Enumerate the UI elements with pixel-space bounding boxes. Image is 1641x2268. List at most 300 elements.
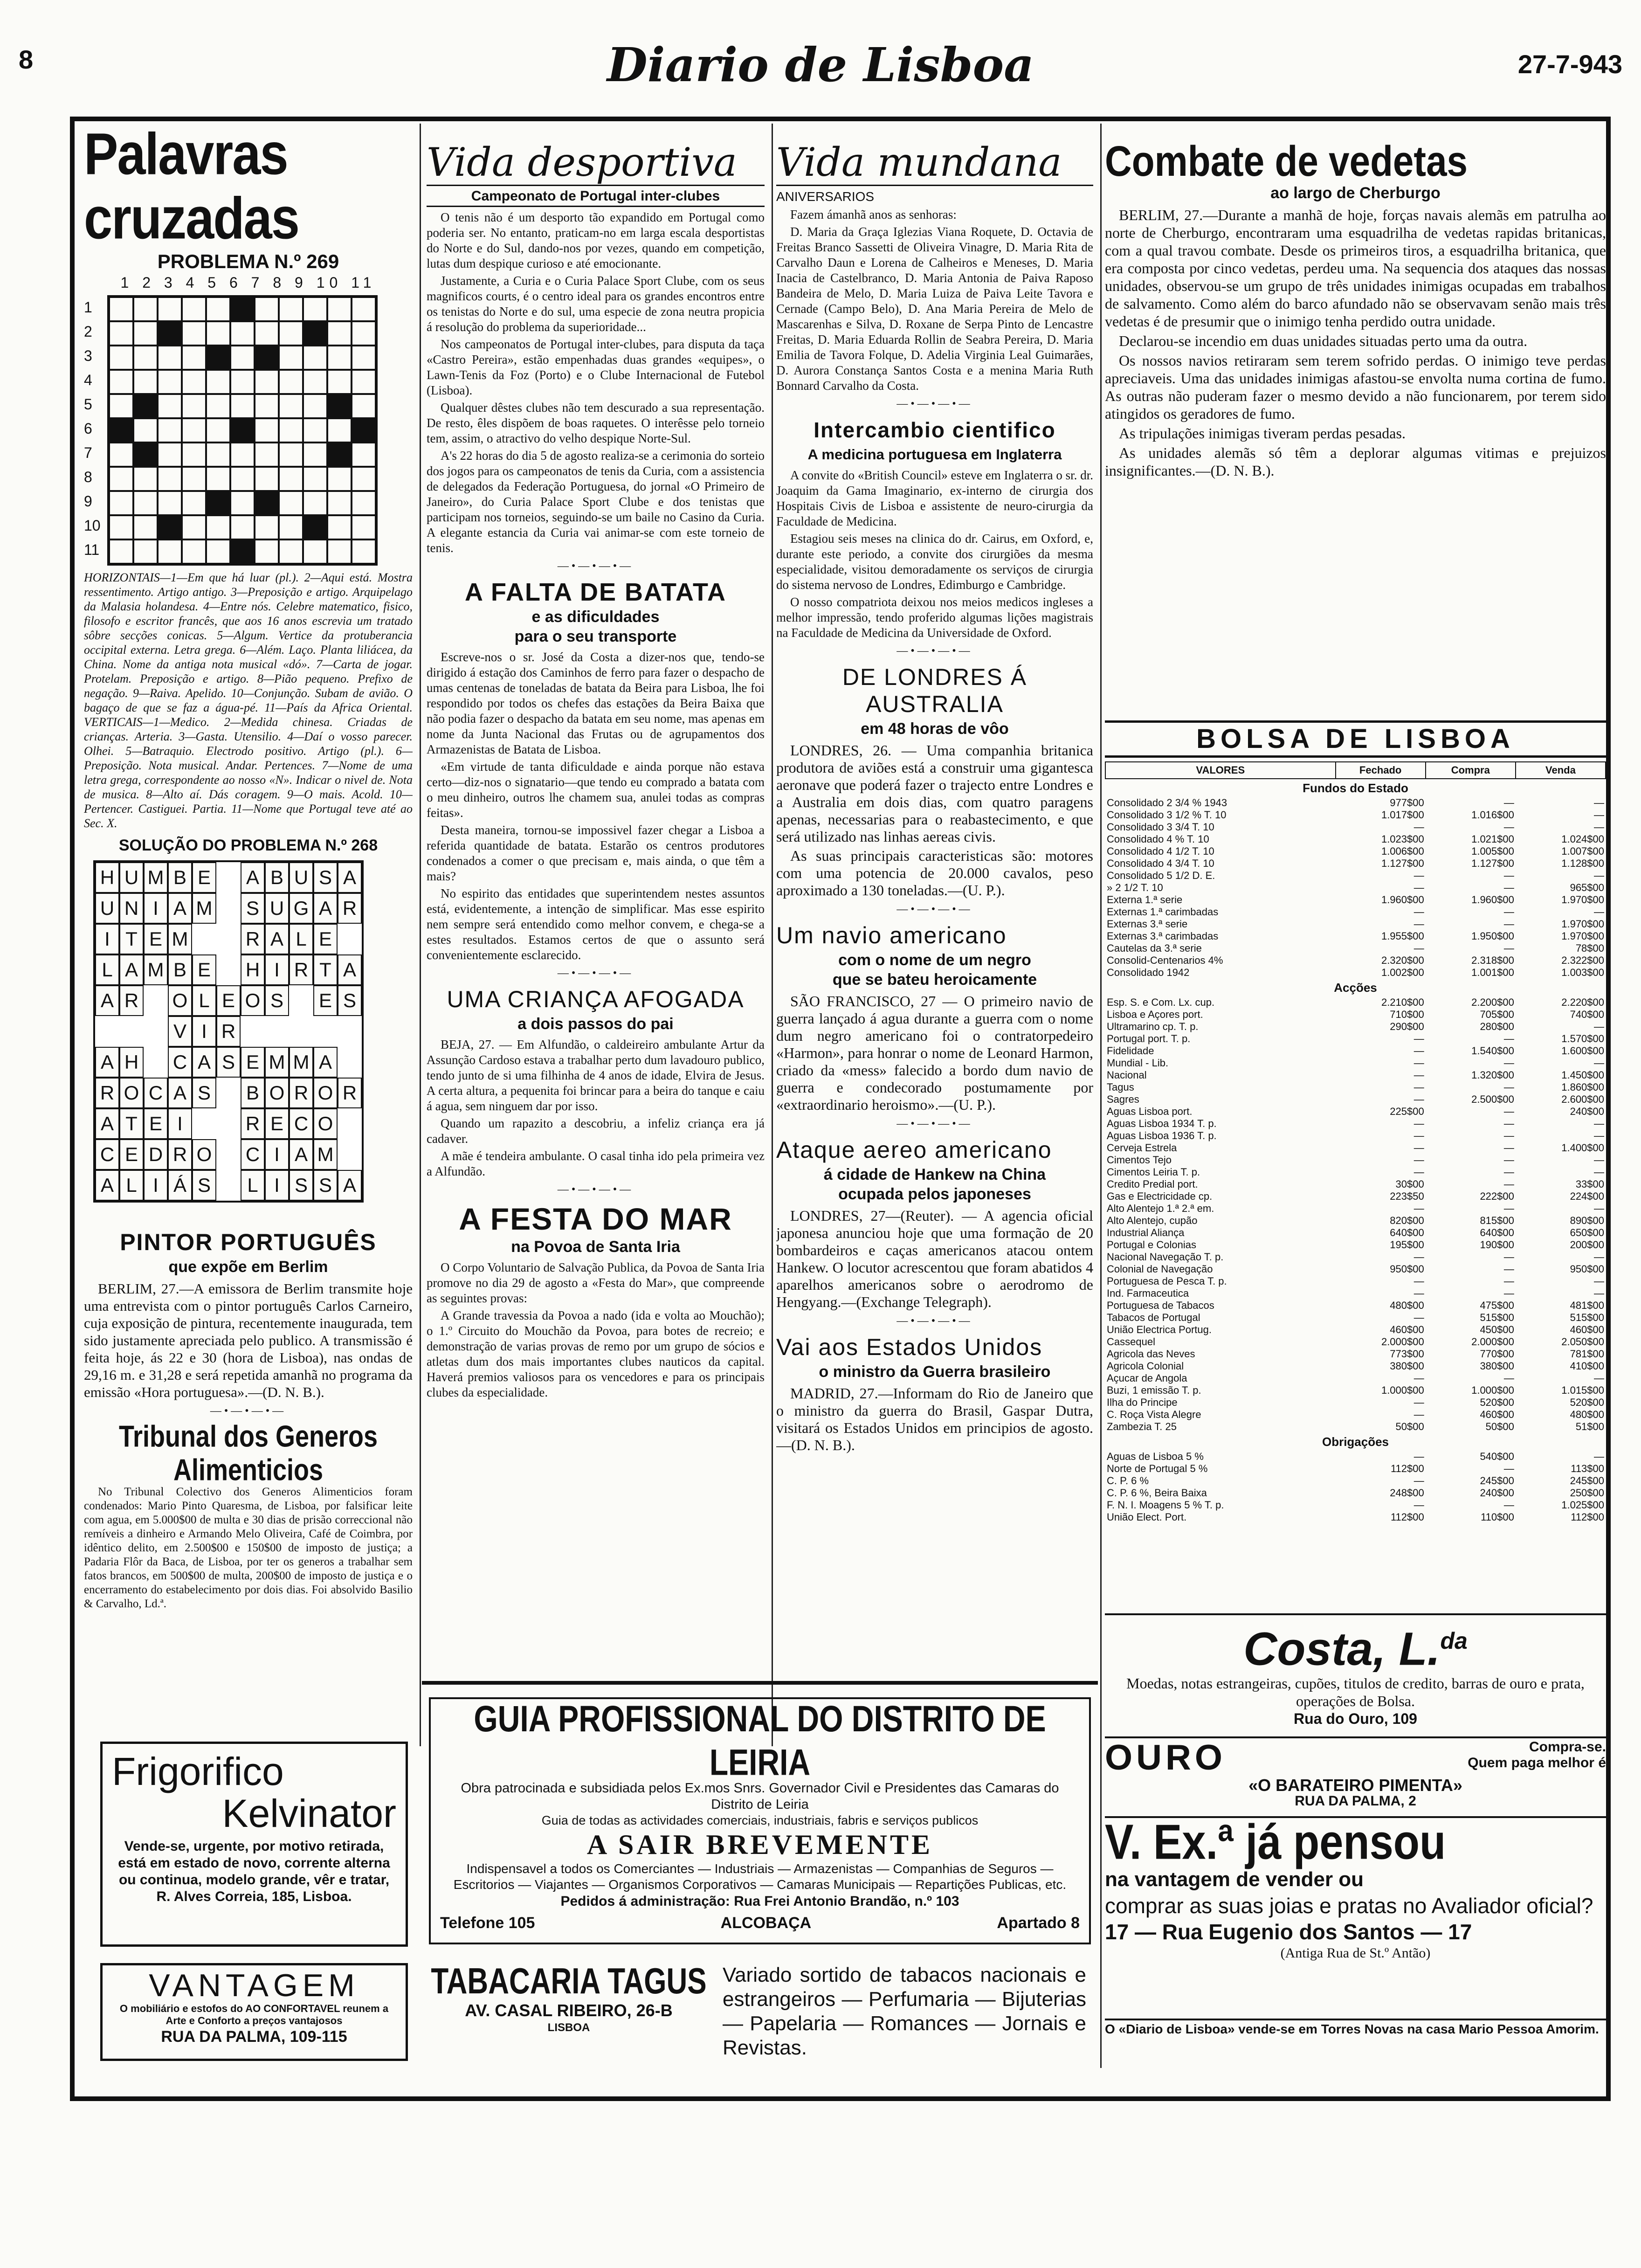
crossword-cell[interactable] [255, 394, 279, 418]
crossword-cell[interactable] [352, 394, 376, 418]
crossword-cell[interactable] [255, 346, 279, 370]
bolsa-row [1105, 809, 1606, 821]
bolsa-security: Açucar de Angola [1107, 1372, 1187, 1384]
bolsa-price: — [1413, 1069, 1424, 1081]
bolsa-security: Tabacos de Portugal [1107, 1312, 1200, 1323]
crossword-cell[interactable] [327, 491, 352, 515]
solution-cell: G [289, 893, 313, 924]
solution-cell: A [95, 985, 119, 1016]
solution-cell [289, 1016, 313, 1047]
solution-cell [216, 924, 241, 954]
bolsa-row [1105, 821, 1606, 833]
solution-cell: H [241, 954, 265, 985]
bolsa-row [1105, 1372, 1606, 1384]
bolsa-security: Consolidado 4 1/2 T. 10 [1107, 845, 1214, 857]
bolsa-price: 2.322$00 [1561, 954, 1604, 966]
crossword-cell[interactable] [303, 297, 327, 321]
bolsa-security: Cerveja Estrela [1107, 1142, 1177, 1154]
solution-cell: I [192, 1016, 216, 1047]
row-number: 8 [84, 469, 92, 485]
crossword-cell[interactable] [230, 370, 255, 394]
bolsa-price: — [1503, 1463, 1514, 1474]
bolsa-row [1105, 797, 1606, 809]
bolsa-row [1105, 918, 1606, 930]
paragraph: BERLIM, 27.—Durante a manhã de hoje, forças navais alemãs em patrulha ao norte de Cherburgo, encontraram uma esquadrilha de vedetas rapidas britanicas, com a qual travou combate. Desde os primeiros tiros, a esquadrilha britanica, que era composta por cinco vedetas, perdeu uma. Na sequencia dos ataques das nossas unidades, observou-se um grupo de três unidades inimigas ocupadas em trabalhos de salvamento. Como além do barco afundado não se observavam senão mais três vedetas é de presumir que o inimigo tenha perdido outra unidade. [1105, 207, 1606, 330]
ad-guia-footer [440, 1913, 1080, 1933]
crossword-cell[interactable] [352, 346, 376, 370]
mundana-a4-sub1: com o nome de um negro [838, 951, 1031, 969]
bolsa-row [1105, 1263, 1606, 1275]
mundana-a6-head: Vai aos Estados Unidos [776, 1334, 1043, 1360]
solution-cell: L [119, 1170, 144, 1201]
bolsa-price: 1.960$00 [1381, 894, 1424, 906]
bolsa-price: — [1413, 942, 1424, 954]
crossword-cell[interactable] [230, 467, 255, 491]
solution-cell: M [192, 893, 216, 924]
bolsa-security: Cimentos Tejo [1107, 1154, 1172, 1166]
bolsa-price: — [1594, 1203, 1604, 1214]
crossword-cell[interactable] [352, 370, 376, 394]
crossword-cell[interactable] [206, 370, 230, 394]
crossword-cell[interactable] [109, 539, 133, 564]
solution-cell: L [95, 954, 119, 985]
solution-cell: S [265, 985, 289, 1016]
row-number: 1 [84, 299, 92, 316]
bolsa-security: Externas 3.ª serie [1107, 918, 1188, 930]
solution-cell: A [95, 1108, 119, 1139]
crossword-cell[interactable] [279, 346, 303, 370]
paragraph: Os nossos navios retiraram sem terem sofrido perdas. O inimigo teve perdas apreciaveis. Uma das unidades inimigas afastou-se envolta numa cortina de fumo. As outras não puderam fazer o mesmo devido a não funcionarem, por terem sido atingidos os geradores de fumo. [1105, 352, 1606, 422]
crossword-cell[interactable] [255, 467, 279, 491]
bolsa-price: — [1503, 797, 1514, 809]
mundana-a2-sub: A medicina portuguesa em Inglaterra [807, 446, 1062, 463]
crossword-cell[interactable] [255, 443, 279, 467]
ad-ouro-line: Compra-se. [1529, 1739, 1606, 1755]
crossword-col-numbers: 1 2 3 4 5 6 7 8 9 10 11 [120, 274, 376, 291]
bolsa-row [1105, 1300, 1606, 1312]
solution-cell: B [241, 1078, 265, 1108]
crossword-cell[interactable] [206, 539, 230, 564]
crossword-cell[interactable] [182, 394, 206, 418]
bolsa-price: — [1594, 1130, 1604, 1141]
bolsa-price: 1.003$00 [1561, 967, 1604, 978]
bolsa-price: — [1594, 821, 1604, 833]
crossword-cell[interactable] [279, 370, 303, 394]
crossword-cell[interactable] [230, 297, 255, 321]
bolsa-price: — [1503, 882, 1514, 893]
bolsa-price: — [1413, 1203, 1424, 1214]
solution-cell: A [338, 954, 362, 985]
bolsa-price: — [1503, 1033, 1514, 1044]
bolsa-security: Externas 1.ª carimbadas [1107, 906, 1219, 918]
issue-date: 27-7-943 [1517, 49, 1622, 79]
solution-cell: O [168, 985, 192, 1016]
bolsa-security: Portuguesa de Tabacos [1107, 1300, 1214, 1311]
crossword-cell[interactable] [158, 297, 182, 321]
crossword-cell[interactable] [279, 443, 303, 467]
crossword-cell[interactable] [133, 370, 158, 394]
crossword-cell[interactable] [230, 491, 255, 515]
crossword-cell[interactable] [133, 297, 158, 321]
solution-cell [265, 1016, 289, 1047]
crossword-cell[interactable] [327, 321, 352, 346]
bolsa-security: Ultramarino cp. T. p. [1107, 1021, 1199, 1032]
bolsa-row [1105, 1106, 1606, 1118]
bolsa-row [1105, 1421, 1606, 1433]
bolsa-price: — [1413, 1118, 1424, 1129]
crossword-cell[interactable] [303, 467, 327, 491]
crossword-cell[interactable] [279, 467, 303, 491]
bolsa-price: 50$00 [1485, 1421, 1514, 1432]
bolsa-price: — [1413, 1154, 1424, 1166]
crossword-cell[interactable] [279, 394, 303, 418]
bolsa-row [1105, 1081, 1606, 1093]
masthead-title: Diario de Lisboa [607, 37, 1034, 92]
crossword-cell[interactable] [182, 539, 206, 564]
bolsa-price: 640$00 [1480, 1227, 1514, 1238]
solution-cell: U [289, 862, 313, 893]
crossword-cell[interactable] [255, 515, 279, 539]
bolsa-price: 2.000$00 [1381, 1336, 1424, 1348]
solution-cell: I [265, 1170, 289, 1201]
solution-cell: L [241, 1170, 265, 1201]
bolsa-price: — [1594, 870, 1604, 881]
crossword-cell[interactable] [303, 418, 327, 443]
crossword-cell[interactable] [255, 418, 279, 443]
bolsa-row [1105, 1227, 1606, 1239]
crossword-cell[interactable] [158, 418, 182, 443]
bolsa-price: — [1413, 1451, 1424, 1462]
bolsa-security: Consolidado 2 3/4 % 1943 [1107, 797, 1227, 809]
crossword-cell[interactable] [133, 515, 158, 539]
solution-cell: A [241, 862, 265, 893]
bolsa-price: 1.320$00 [1471, 1069, 1514, 1081]
crossword-grid[interactable] [107, 295, 378, 566]
bolsa-security: Ilha do Principe [1107, 1397, 1178, 1408]
crossword-cell[interactable] [206, 346, 230, 370]
bolsa-price: — [1503, 1118, 1514, 1129]
crossword-cell[interactable] [230, 321, 255, 346]
bolsa-security: Externa 1.ª serie [1107, 894, 1183, 906]
crossword-cell[interactable] [352, 297, 376, 321]
bolsa-security: Alto Alentejo 1.ª 2.ª em. [1107, 1203, 1214, 1214]
crossword-cell[interactable] [206, 515, 230, 539]
solution-cell: A [313, 1047, 338, 1078]
paragraph: LONDRES, 27—(Reuter). — A agencia oficial japonesa anunciou hoje que uma formação de 20 bombardeiros e caças americanos atacou ontem Hankew. O locutor acrescentou que foram abatidos 4 aparelhos americanos sobre o aerodromo de Hengyang.—(Exchange Telegraph). [776, 1207, 1093, 1310]
crossword-cell[interactable] [255, 321, 279, 346]
crossword-cell[interactable] [279, 539, 303, 564]
row-number: 3 [84, 347, 92, 364]
col-header: VALORES [1105, 762, 1336, 779]
solution-cell [216, 954, 241, 985]
crossword-cell[interactable] [230, 539, 255, 564]
crossword-cell[interactable] [303, 394, 327, 418]
bolsa-price: 1.000$00 [1471, 1384, 1514, 1396]
bolsa-price: — [1594, 1275, 1604, 1287]
crossword-cell[interactable] [303, 491, 327, 515]
crossword-cell[interactable] [158, 515, 182, 539]
row-number: 7 [84, 444, 92, 461]
bolsa-row [1105, 1130, 1606, 1142]
solution-cell [144, 985, 168, 1016]
crossword-cell[interactable] [109, 321, 133, 346]
desporto-section-title: Vida desportiva [427, 140, 765, 186]
bolsa-row [1105, 1511, 1606, 1523]
ad-tabacaria-tagus [429, 1963, 1091, 2061]
crossword-cell[interactable] [255, 370, 279, 394]
bolsa-price: — [1413, 1275, 1424, 1287]
crossword-cell[interactable] [303, 346, 327, 370]
crossword-cell[interactable] [255, 297, 279, 321]
bolsa-row [1105, 1190, 1606, 1203]
ad-vex-note: (Antiga Rua de St.º Antão) [1280, 1945, 1431, 1961]
crossword-cell[interactable] [158, 539, 182, 564]
crossword-cell[interactable] [327, 418, 352, 443]
crossword-cell[interactable] [352, 515, 376, 539]
bolsa-row [1105, 1324, 1606, 1336]
crossword-cell[interactable] [303, 321, 327, 346]
bolsa-price: — [1594, 906, 1604, 918]
solution-cell: B [168, 862, 192, 893]
crossword-cell[interactable] [303, 515, 327, 539]
crossword-cell[interactable] [109, 346, 133, 370]
bolsa-price: — [1413, 1093, 1424, 1105]
crossword-cell[interactable] [158, 443, 182, 467]
crossword-cell[interactable] [182, 467, 206, 491]
bolsa-price: 1.400$00 [1561, 1142, 1604, 1154]
desporto-a4-sub: na Povoa de Santa Iria [511, 1238, 680, 1256]
crossword-cell[interactable] [327, 297, 352, 321]
crossword-cell[interactable] [352, 443, 376, 467]
crossword-cell[interactable] [352, 418, 376, 443]
crossword-cell[interactable] [133, 539, 158, 564]
paragraph: Fazem ámanhã anos as senhoras: [790, 207, 957, 221]
crossword-cell[interactable] [303, 539, 327, 564]
crossword-cell[interactable] [327, 443, 352, 467]
crossword-cell[interactable] [352, 467, 376, 491]
paragraph: No espirito das entidades que superintendem nestes assuntos está, evidentemente, a intenção de simplificar. Mas esse espirito nem sempre será entendido como melhor convem, e chega-se a estes resultados. Estamos certos de que o assunto será convenientemente esclarecido. [427, 886, 765, 962]
bolsa-price: — [1503, 1166, 1514, 1178]
solution-cell: H [95, 862, 119, 893]
solution-cell: A [168, 893, 192, 924]
crossword-cell[interactable] [230, 443, 255, 467]
crossword-cell[interactable] [230, 394, 255, 418]
crossword-cell[interactable] [109, 418, 133, 443]
bolsa-price: 773$00 [1390, 1348, 1424, 1360]
paragraph: O nosso compatriota deixou nos meios medicos ingleses a melhor impressão, tendo proferido algumas lições magistrais na Faculdade de Medicina da Universidade de Oxford. [776, 595, 1093, 640]
mundana-a3-sub: em 48 horas de vôo [861, 720, 1009, 738]
crossword-cell[interactable] [109, 491, 133, 515]
crossword-cell[interactable] [158, 491, 182, 515]
bolsa-security: Aguas Lisboa 1936 T. p. [1107, 1130, 1217, 1141]
crossword-cell[interactable] [109, 467, 133, 491]
crossword-cell[interactable] [158, 370, 182, 394]
solution-cell: C [241, 1139, 265, 1170]
bolsa-security: Consolidado 4 % T. 10 [1107, 833, 1209, 845]
crossword-cell[interactable] [327, 370, 352, 394]
crossword-cell[interactable] [279, 321, 303, 346]
paragraph: BEJA, 27. — Em Alfundão, o caldeireiro ambulante Artur da Assunção Cardoso estava a trabalhar perto dum lavadouro publico, tendo junto de si uma filhinha de 4 anos de idade, Elvira de Jesus. A certa altura, a pequenita foi brincar para a beira do tanque e caiu á agua, sem ninguem dar por isso. [427, 1037, 765, 1113]
crossword-cell[interactable] [133, 394, 158, 418]
crossword-cell[interactable] [255, 491, 279, 515]
bolsa-price: 705$00 [1480, 1009, 1514, 1020]
crossword-cell[interactable] [158, 394, 182, 418]
bolsa-price: 2.500$00 [1471, 1093, 1514, 1105]
bolsa-price: — [1503, 942, 1514, 954]
crossword-cell[interactable] [303, 443, 327, 467]
crossword-cell[interactable] [352, 491, 376, 515]
crossword-cell[interactable] [158, 321, 182, 346]
bolsa-price: — [1413, 1081, 1424, 1093]
crossword-cell[interactable] [182, 321, 206, 346]
crossword-cell[interactable] [230, 515, 255, 539]
solution-cell: I [144, 893, 168, 924]
crossword-cell[interactable] [352, 321, 376, 346]
solution-cell: R [289, 1078, 313, 1108]
solution-cell [241, 1016, 265, 1047]
bolsa-price: — [1503, 1106, 1514, 1117]
ad-vex-head: V. Ex.ª já pensou [1105, 1815, 1446, 1870]
ad-guia-line1: Obra patrocinada e subsidiada pelos Ex.mos Snrs. Governador Civil e Presidentes das Camaras do Distrito de Leiria [461, 1781, 1059, 1812]
bolsa-row [1105, 1251, 1606, 1263]
crossword-cell[interactable] [352, 539, 376, 564]
bolsa-security: Cassequel [1107, 1336, 1155, 1348]
bolsa-security: Industrial Aliança [1107, 1227, 1185, 1238]
crossword-cell[interactable] [182, 443, 206, 467]
bolsa-price: 1.960$00 [1471, 894, 1514, 906]
crossword-cell[interactable] [279, 418, 303, 443]
crossword-cell[interactable] [206, 297, 230, 321]
ad-frigorifico-body: Vende-se, urgente, por motivo retirada, está em estado de novo, corrente alterna ou continua, modelo grande, vêr e tratar, R. Alves Correia, 185, Lisboa. [118, 1839, 390, 1904]
bolsa-security: Nacional Navegação T. p. [1107, 1251, 1224, 1263]
bolsa-security: Buzi, 1 emissão T. p. [1107, 1384, 1201, 1396]
paragraph: A convite do «British Council» esteve em Inglaterra o sr. dr. Joaquim da Gama Imaginario, ex-interno de cirurgia dos Hospitais Civis de Lisboa e assistente de neuro-cirurgia da Faculdade de Medicina. [776, 468, 1093, 528]
crossword-cell[interactable] [182, 346, 206, 370]
crossword-cell[interactable] [182, 297, 206, 321]
crossword-cell[interactable] [206, 394, 230, 418]
crossword-cell[interactable] [133, 321, 158, 346]
crossword-cell[interactable] [133, 467, 158, 491]
bolsa-security: Alto Alentejo, cupão [1107, 1215, 1198, 1226]
crossword-cell[interactable] [109, 443, 133, 467]
solution-cell: I [265, 1139, 289, 1170]
bolsa-security: Credito Predial port. [1107, 1178, 1198, 1190]
bolsa-price: 2.220$00 [1561, 996, 1604, 1008]
crossword-cell[interactable] [109, 394, 133, 418]
crossword-cell[interactable] [327, 515, 352, 539]
bolsa-security: Tagus [1107, 1081, 1134, 1093]
crossword-cell[interactable] [158, 467, 182, 491]
crossword-cell[interactable] [230, 346, 255, 370]
solution-cell: M [144, 954, 168, 985]
paragraph: «Em virtude de tanta dificuldade e ainda porque não estava certo—diz-nos o signatario—que tendo eu comprado a batata com o meu dinheiro, outros lhe chamem sua, anulei todas as compras feitas». [427, 760, 765, 820]
solution-cell: M [144, 862, 168, 893]
bolsa-price: 460$00 [1480, 1409, 1514, 1420]
bolsa-price: 1.025$00 [1561, 1499, 1604, 1511]
crossword-cell[interactable] [182, 370, 206, 394]
crossword-cell[interactable] [109, 515, 133, 539]
bolsa-price: 820$00 [1390, 1215, 1424, 1226]
crossword-cell[interactable] [230, 418, 255, 443]
solution-cell: S [289, 1170, 313, 1201]
crossword-cell[interactable] [206, 321, 230, 346]
bolsa-price: — [1594, 809, 1604, 821]
bolsa-price: 30$00 [1395, 1178, 1424, 1190]
crossword-cell[interactable] [133, 418, 158, 443]
bolsa-price: 460$00 [1390, 1324, 1424, 1335]
bolsa-price: — [1413, 1372, 1424, 1384]
crossword-cell[interactable] [279, 297, 303, 321]
bolsa-security: Portuguesa de Pesca T. p. [1107, 1275, 1227, 1287]
bolsa-price: 2.000$00 [1471, 1336, 1514, 1348]
crossword-cell[interactable] [206, 443, 230, 467]
solution-title: SOLUÇÃO DO PROBLEMA N.º 268 [118, 837, 378, 854]
solution-cell [144, 1047, 168, 1078]
row-number: 2 [84, 323, 92, 340]
solution-cell: T [313, 954, 338, 985]
crossword-cell[interactable] [206, 467, 230, 491]
solution-cell: A [119, 954, 144, 985]
solution-cell: A [338, 862, 362, 893]
solution-cell: C [95, 1139, 119, 1170]
crossword-cell[interactable] [133, 491, 158, 515]
crossword-cell[interactable] [206, 418, 230, 443]
crossword-cell[interactable] [182, 491, 206, 515]
tribunal-body: No Tribunal Colectivo dos Generos Alimenticios foram condenados: Mario Pinto Quaresma, de Lisboa, por falsificar leite com agua, em 5.000$00 de multa e 30 dias de prisão correccional não remíveis a dinheiro e Armando Melo Oliveira, Café de Coimbra, por idêntico delito, em 2.500$00 e 150$00 de imposto de justiça; a Padaria Flôr da Baca, de Lisboa, por ter os generos a trabalhar sem fatos brancos, em 500$00 de multa, 200$00 de imposto de justiça e o encerramento do estabelecimento por dois dias. Foi absolvido Basilio & Carvalho, Ld.ª. [84, 1486, 413, 1610]
crossword-cell[interactable] [206, 491, 230, 515]
crossword-cell[interactable] [327, 346, 352, 370]
solution-cell [95, 1016, 119, 1047]
crossword-cell[interactable] [279, 491, 303, 515]
bolsa-price: 245$00 [1480, 1475, 1514, 1487]
solution-cell [192, 924, 216, 954]
bolsa-price: 540$00 [1480, 1451, 1514, 1462]
crossword-cell[interactable] [109, 297, 133, 321]
crossword-cell[interactable] [158, 346, 182, 370]
crossword-cell[interactable] [327, 394, 352, 418]
bolsa-price: 224$00 [1570, 1190, 1604, 1202]
paragraph: O tenis não é um desporto tão expandido em Portugal como poderia ser. No entanto, praticam-no em larga escala desportistas do Norte e do Sul, dando-nos por vezes, quando em competição, lutas dum despique curioso e até emocionante. [427, 210, 765, 270]
crossword-cell[interactable] [182, 515, 206, 539]
bolsa-row [1105, 833, 1606, 845]
solution-grid [93, 860, 364, 1203]
crossword-title: Palavras cruzadas [84, 131, 299, 252]
solution-cell: E [313, 924, 338, 954]
crossword-cell[interactable] [255, 539, 279, 564]
crossword-cell[interactable] [133, 443, 158, 467]
crossword-cell[interactable] [327, 467, 352, 491]
mundana-section-title: Vida mundana [776, 140, 1093, 186]
bolsa-price: 1.540$00 [1471, 1045, 1514, 1057]
bolsa-security: Agricola das Neves [1107, 1348, 1195, 1360]
crossword-cell[interactable] [109, 370, 133, 394]
ad-costa-name [1105, 1615, 1606, 1674]
crossword-cell[interactable] [303, 370, 327, 394]
ad-costa-sup: da [1440, 1628, 1468, 1654]
crossword-cell[interactable] [279, 515, 303, 539]
bolsa-security: Consolidado 3 1/2 % T. 10 [1107, 809, 1227, 821]
bolsa-row [1105, 1009, 1606, 1021]
crossword-cell[interactable] [182, 418, 206, 443]
ad-vex-line1: na vantagem de vender ou [1105, 1868, 1364, 1891]
bolsa-row [1105, 1118, 1606, 1130]
bolsa-security: Colonial de Navegação [1107, 1263, 1213, 1275]
desporto-a2-head: A FALTA DE BATATA [465, 578, 726, 606]
crossword-cell[interactable] [327, 539, 352, 564]
solution-cell [338, 1108, 362, 1139]
crossword-cell[interactable] [133, 346, 158, 370]
ad-diario-torres-novas: O «Diario de Lisboa» vende-se em Torres Novas na casa Mario Pessoa Amorim. [1105, 2022, 1599, 2036]
